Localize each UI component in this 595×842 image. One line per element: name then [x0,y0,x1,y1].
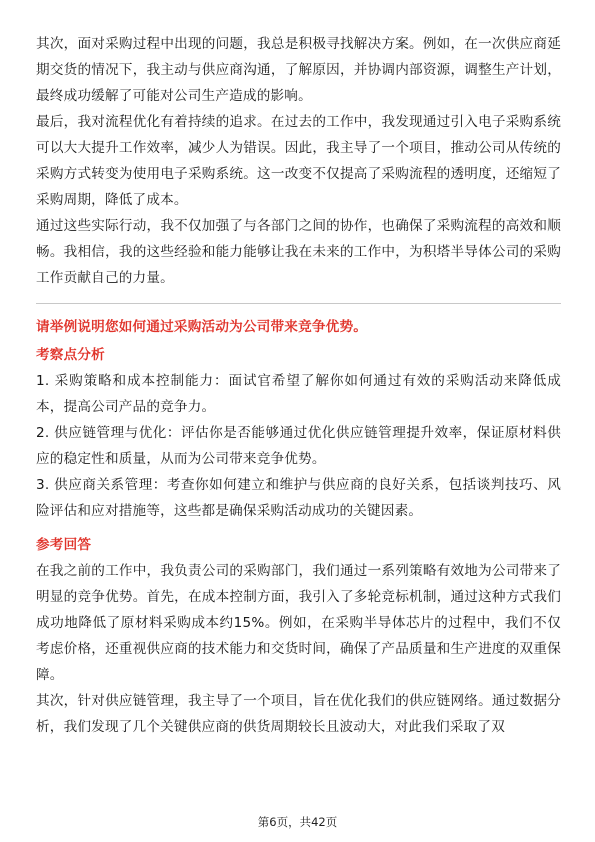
body-paragraph: 其次，面对采购过程中出现的问题，我总是积极寻找解决方案。例如，在一次供应商延期交货的情况下，我主动与供应商沟通，了解原因，并协调内部资源，调整生产计划，最终成功缓解了可能对公司生产造成的影响。 [36,36,561,104]
analysis-point: 3. 供应商关系管理：考查你如何建立和维护与供应商的良好关系，包括谈判技巧、风险评估和应对措施等，这些都是确保采购活动成功的关键因素。 [36,477,561,519]
analysis-point: 2. 供应链管理与优化：评估你是否能够通过优化供应链管理提升效率，保证原材料供应的稳定性和质量，从而为公司带来竞争优势。 [36,425,561,467]
document-page [36,31,561,740]
section-divider [36,303,561,304]
page-number-footer: 第6页，共42页 [257,815,338,829]
analysis-point: 1. 采购策略和成本控制能力：面试官希望了解你如何通过有效的采购活动来降低成本，提高公司产品的竞争力。 [36,373,561,415]
analysis-title: 考察点分析 [36,347,105,363]
body-paragraph: 通过这些实际行动，我不仅加强了与各部门之间的协作，也确保了采购流程的高效和顺畅。我相信，我的这些经验和能力能够让我在未来的工作中，为积塔半导体公司的采购工作贡献自己的力量。 [36,218,561,286]
answer-title: 参考回答 [36,537,92,553]
answer-paragraph: 其次，针对供应链管理，我主导了一个项目，旨在优化我们的供应链网络。通过数据分析，我们发现了几个关键供应商的供货周期较长且波动大，对此我们采取了双 [36,693,561,735]
question-heading: 请举例说明您如何通过采购活动为公司带来竞争优势。 [36,319,368,335]
body-paragraph: 最后，我对流程优化有着持续的追求。在过去的工作中，我发现通过引入电子采购系统可以大大提升工作效率，减少人为错误。因此，我主导了一个项目，推动公司从传统的采购方式转变为使用电子采购系统。这一改变不仅提高了采购流程的透明度，还缩短了采购周期，降低了成本。 [36,114,561,208]
answer-paragraph: 在我之前的工作中，我负责公司的采购部门，我们通过一系列策略有效地为公司带来了明显的竞争优势。首先，在成本控制方面，我引入了多轮竞标机制，通过这种方式我们成功地降低了原材料采购成本约15%。例如，在采购半导体芯片的过程中，我们不仅考虑价格，还重视供应商的技术能力和交货时间，确保了产品质量和生产进度的双重保障。 [36,563,561,683]
